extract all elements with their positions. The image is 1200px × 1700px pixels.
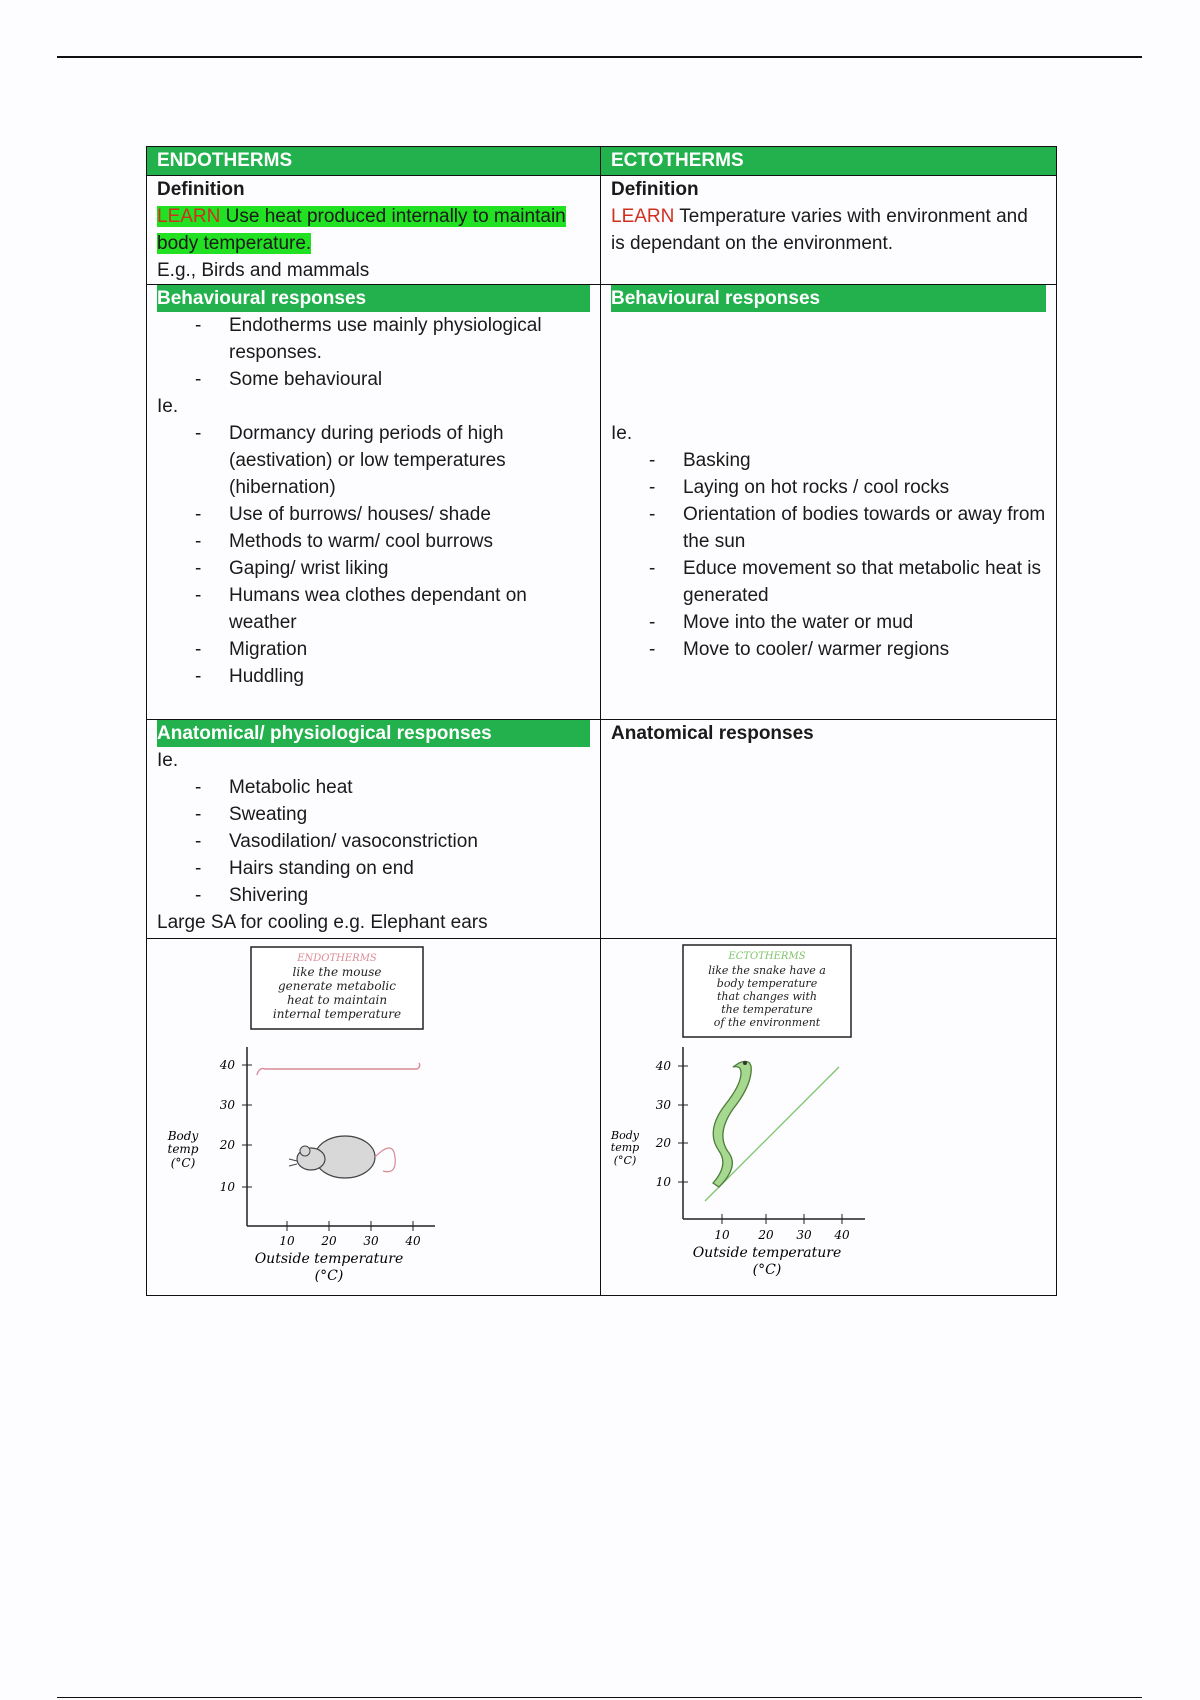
- ecto-xtick-label: 20: [758, 1228, 774, 1242]
- ecto-anatomical-heading: Anatomical responses: [611, 723, 814, 744]
- endo-learn-tag: LEARN: [157, 206, 221, 227]
- endo-note-line: internal temperature: [272, 1007, 402, 1021]
- list-item: - Metabolic heat: [229, 774, 590, 801]
- endo-ylabel-line: temp: [167, 1142, 199, 1156]
- endo-ylabel-line: Body: [167, 1129, 199, 1143]
- list-item: - Laying on hot rocks / cool rocks: [683, 474, 1046, 501]
- endo-ytick-label: 40: [219, 1058, 235, 1072]
- list-item: - Shivering: [229, 882, 590, 909]
- ecto-xlabel-line: (°C): [752, 1262, 782, 1278]
- ecto-definition-body: Temperature varies with environment and is dependant on the environment.: [611, 206, 1028, 254]
- endo-xtick-label: 30: [363, 1234, 379, 1248]
- list-item: - Huddling: [229, 663, 590, 690]
- endo-definition-text: [157, 203, 590, 257]
- list-item: - Basking: [683, 447, 1046, 474]
- figure-row: [147, 939, 1057, 1296]
- ecto-note-line: of the environment: [713, 1016, 821, 1029]
- endo-ytick-label: 10: [219, 1180, 235, 1194]
- ecto-xlabel-line: Outside temperature: [692, 1245, 842, 1261]
- endo-ylabel-line: (°C): [170, 1156, 196, 1170]
- ecto-definition-text: [611, 203, 1046, 257]
- endo-ytick-label: 20: [219, 1138, 235, 1152]
- ecto-ylabel-line: temp: [610, 1141, 640, 1154]
- endo-note-line: generate metabolic: [277, 979, 397, 993]
- endo-definition-cell: [147, 176, 601, 285]
- endo-behavioural-heading: Behavioural responses: [157, 285, 590, 312]
- list-item: - Humans wea clothes dependant on weather: [229, 582, 590, 636]
- behavioural-row: [147, 285, 1057, 720]
- ecto-behavioural-list: [611, 447, 1046, 663]
- endo-xlabel-line: Outside temperature: [254, 1251, 404, 1267]
- ecto-learn-tag: LEARN: [611, 206, 675, 227]
- ecto-note-line: the temperature: [721, 1003, 813, 1016]
- ecto-xtick-label: 30: [796, 1228, 812, 1242]
- ecto-definition-heading: Definition: [611, 179, 699, 200]
- anatomical-row: [147, 720, 1057, 939]
- list-item: - Gaping/ wrist liking: [229, 555, 590, 582]
- ecto-ytick-label: 40: [655, 1059, 671, 1073]
- list-item: - Migration: [229, 636, 590, 663]
- endo-anatomical-heading: Anatomical/ physiological responses: [157, 720, 590, 747]
- endo-behavioural-list: [157, 420, 590, 690]
- ecto-note-line: body temperature: [716, 977, 818, 990]
- header-row: [147, 147, 1057, 176]
- ecto-note-line: that changes with: [717, 990, 817, 1003]
- top-rule: [57, 56, 1142, 58]
- ectotherm-graph: [601, 939, 1055, 1294]
- ecto-ytick-label: 10: [655, 1175, 671, 1189]
- ecto-xtick-label: 10: [714, 1228, 730, 1242]
- ecto-definition-cell: [601, 176, 1057, 285]
- list-item: - Educe movement so that metabolic heat is generated: [683, 555, 1046, 609]
- list-item: - Orientation of bodies towards or away from the sun: [683, 501, 1046, 555]
- endo-definition-body: Use heat produced internally to maintain body temperature.: [157, 206, 566, 254]
- ecto-xtick-label: 40: [834, 1228, 850, 1242]
- endo-example: E.g., Birds and mammals: [157, 260, 370, 281]
- ecto-ytick-label: 30: [655, 1098, 671, 1112]
- ecto-behavioural-spacer: [611, 312, 1046, 420]
- list-item: - Use of burrows/ houses/ shade: [229, 501, 590, 528]
- ecto-behavioural-ie: Ie.: [611, 423, 633, 444]
- list-item: - Vasodilation/ vasoconstriction: [229, 828, 590, 855]
- endo-behavioural-ie: Ie.: [157, 396, 179, 417]
- list-item: - Move to cooler/ warmer regions: [683, 636, 1046, 663]
- header-ectotherms: ECTOTHERMS: [601, 147, 1057, 176]
- endo-anatomical-list: [157, 774, 590, 909]
- mouse-icon: [289, 1136, 395, 1178]
- endo-anatomical-cell: [147, 720, 601, 939]
- endo-anatomical-ie: Ie.: [157, 750, 179, 771]
- ecto-anatomical-cell: [601, 720, 1057, 939]
- endo-ytick-label: 30: [219, 1098, 235, 1112]
- snake-icon: [713, 1061, 751, 1187]
- endo-xtick-label: 10: [279, 1234, 295, 1248]
- ecto-ylabel-line: (°C): [613, 1154, 637, 1167]
- list-item: - Some behavioural: [229, 366, 590, 393]
- bottom-rule: [57, 1697, 1142, 1698]
- list-item: - Endotherms use mainly physiological responses.: [229, 312, 590, 366]
- header-endotherms: ENDOTHERMS: [147, 147, 601, 176]
- endo-behavioural-cell: [147, 285, 601, 720]
- endo-note-title: ENDOTHERMS: [297, 953, 377, 964]
- ecto-note-title: ECTOTHERMS: [728, 951, 806, 962]
- list-item: - Dormancy during periods of high (aestivation) or low temperatures (hibernation): [229, 420, 590, 501]
- list-item: - Sweating: [229, 801, 590, 828]
- endo-anatomical-footer: Large SA for cooling e.g. Elephant ears: [157, 912, 488, 933]
- ecto-figure-cell: [601, 939, 1057, 1296]
- ecto-behavioural-cell: [601, 285, 1057, 720]
- list-item: - Methods to warm/ cool burrows: [229, 528, 590, 555]
- list-item: - Hairs standing on end: [229, 855, 590, 882]
- endo-xlabel-line: (°C): [314, 1268, 344, 1284]
- endo-definition-heading: Definition: [157, 179, 245, 200]
- ecto-note-line: like the snake have a: [708, 964, 826, 977]
- definition-row: [147, 176, 1057, 285]
- endotherm-graph: [147, 939, 599, 1294]
- endo-xtick-label: 20: [321, 1234, 337, 1248]
- ecto-ylabel-line: Body: [611, 1129, 639, 1142]
- endo-body-temp-line: [257, 1063, 420, 1075]
- endo-xtick-label: 40: [405, 1234, 421, 1248]
- endo-figure-cell: [147, 939, 601, 1296]
- ecto-behavioural-heading: Behavioural responses: [611, 285, 1046, 312]
- endo-behavioural-intro-list: [157, 312, 590, 393]
- list-item: - Move into the water or mud: [683, 609, 1046, 636]
- endo-note-line: like the mouse: [292, 965, 382, 979]
- endo-note-line: heat to maintain: [286, 993, 388, 1007]
- comparison-table: [146, 146, 1057, 1296]
- ecto-ytick-label: 20: [655, 1136, 671, 1150]
